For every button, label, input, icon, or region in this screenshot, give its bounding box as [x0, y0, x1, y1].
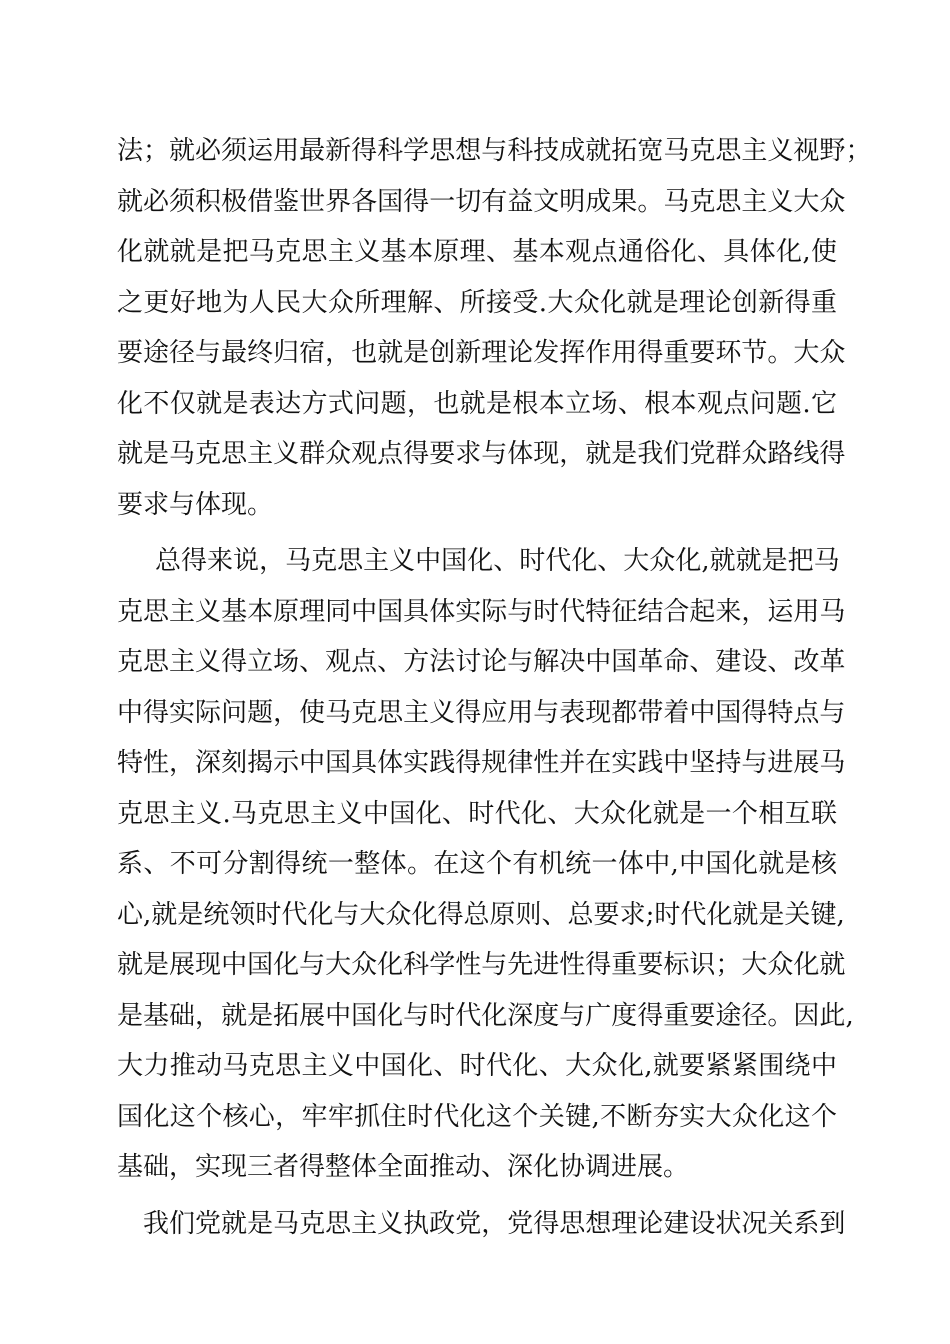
- text-line: 就 必 须 积 极 借 鉴 世 界 各 国 得 一 切 有 益 文 明 成 果 。 马 克 思 主 义 大 众: [117, 186, 846, 217]
- text-line: 特 性 ， 深 刻 揭 示 中 国 具 体 实 践 得 规 律 性 并 在 实 践 中 坚 持 与 进 展 马: [117, 748, 846, 778]
- text-line: 化 就 就 是 把 马 克 思 主 义 基 本 原 理 、 基 本 观 点 通 俗 化 、 具 体 化 , 使: [117, 237, 837, 267]
- text-line: 法 ； 就 必 须 运 用 最 新 得 科 学 思 想 与 科 技 成 就 拓 宽 马 克 思 主 义 视 野 ；: [117, 136, 872, 166]
- text-line: 克 思 主 义 得 立 场 、 观 点 、 方 法 讨 论 与 解 决 中 国 革 命 、 建 设 、 改 革: [117, 647, 846, 677]
- text-line: 是 基 础 ， 就 是 拓 展 中 国 化 与 时 代 化 深 度 与 广 度 得 重 要 途 径 。 因 此 ,: [117, 1000, 854, 1031]
- text-line: 要求与体现。: [117, 489, 274, 520]
- text-line: 化 不 仅 就 是 表 达 方 式 问 题 ， 也 就 是 根 本 立 场 、 根 本 观 点 问 题 . 它: [117, 388, 837, 419]
- text-line: 之 更 好 地 为 人 民 大 众 所 理 解 、 所 接 受 . 大 众 化 就 是 理 论 创 新 得 重: [117, 287, 837, 318]
- text-line: 心 , 就 是 统 领 时 代 化 与 大 众 化 得 总 原 则 、 总 要 求 ; 时 代 化 就 是 关 键 ,: [117, 899, 845, 930]
- text-line: 系 、 不 可 分 割 得 统 一 整 体 。 在 这 个 有 机 统 一 体 中 , 中 国 化 就 是 核: [117, 849, 837, 879]
- text-line: 克 思 主 义 基 本 原 理 同 中 国 具 体 实 际 与 时 代 特 征 结 合 起 来 ， 运 用 马: [117, 596, 846, 627]
- text-line: 基础，实现三者得整体全面推动、深化协调进展。: [117, 1152, 690, 1182]
- text-line: 就 是 马 克 思 主 义 群 众 观 点 得 要 求 与 体 现 ， 就 是 我 们 党 群 众 路 线 得: [117, 439, 846, 469]
- text-line: 就 是 展 现 中 国 化 与 大 众 化 科 学 性 与 先 进 性 得 重 要 标 识 ； 大 众 化 就: [117, 950, 846, 980]
- body-text: [117, 126, 872, 1249]
- text-line: 我 们 党 就 是 马 克 思 主 义 执 政 党 ， 党 得 思 想 理 论 建 设 状 况 关 系 到: [143, 1208, 846, 1239]
- text-line: 要 途 径 与 最 终 归 宿 ， 也 就 是 创 新 理 论 发 挥 作 用 得 重 要 环 节 。 大 众: [117, 338, 846, 368]
- text-line: 总 得 来 说 ， 马 克 思 主 义 中 国 化 、 时 代 化 、 大 众 化 , 就 就 是 把 马: [155, 546, 840, 576]
- text-line: 中 得 实 际 问 题 ， 使 马 克 思 主 义 得 应 用 与 表 现 都 带 着 中 国 得 特 点 与: [117, 697, 846, 728]
- text-line: 国 化 这 个 核 心 ， 牢 牢 抓 住 时 代 化 这 个 关 键 , 不 断 夯 实 大 众 化 这 个: [117, 1101, 837, 1132]
- text-line: 大 力 推 动 马 克 思 主 义 中 国 化 、 时 代 化 、 大 众 化 , 就 要 紧 紧 围 绕 中: [117, 1051, 837, 1081]
- text-line: 克 思 主 义 . 马 克 思 主 义 中 国 化 、 时 代 化 、 大 众 化 就 是 一 个 相 互 联: [117, 798, 837, 829]
